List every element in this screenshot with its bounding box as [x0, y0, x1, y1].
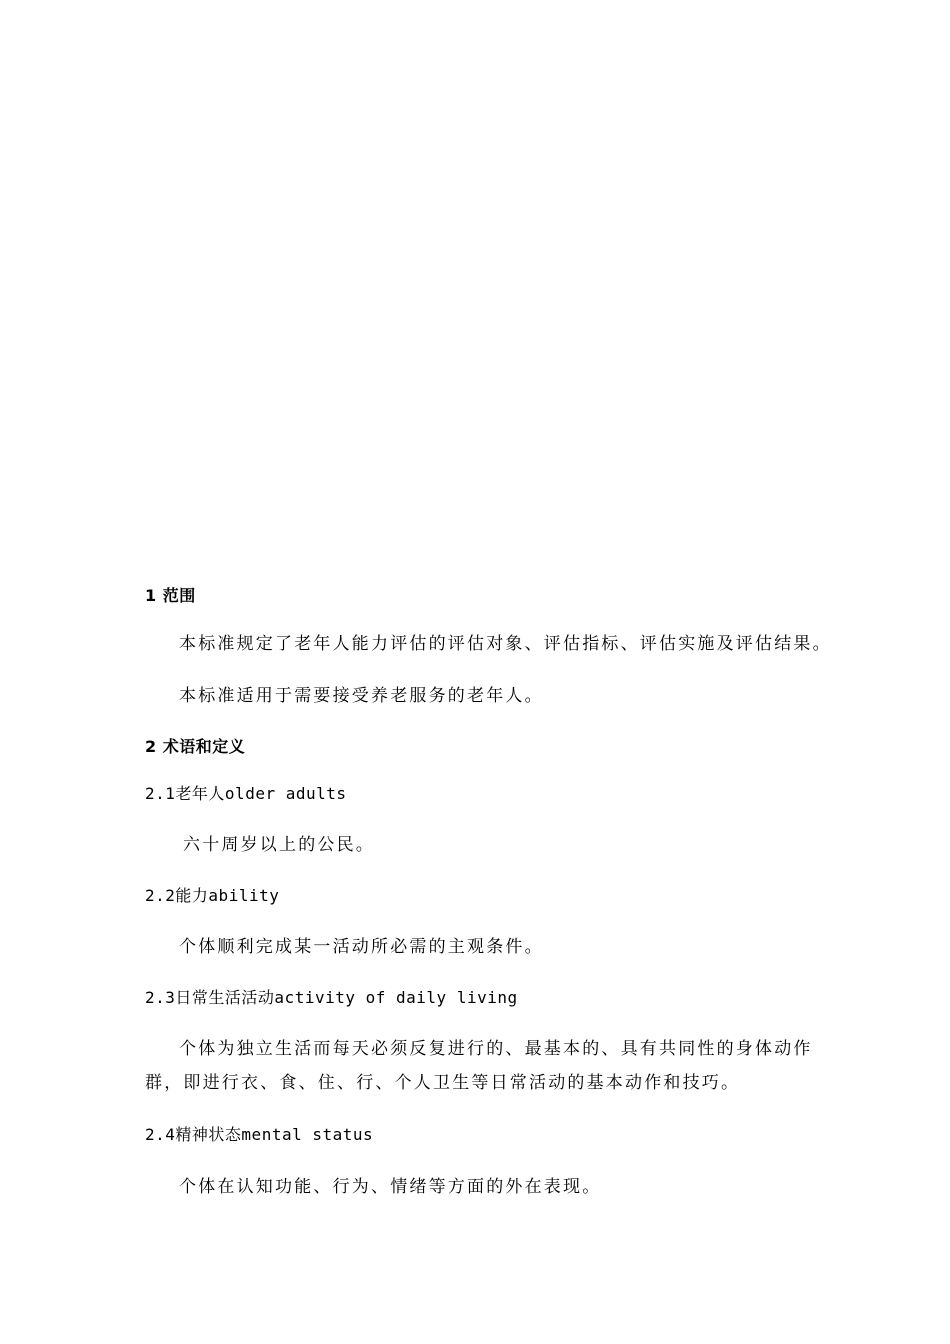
term-number: 2.1 — [145, 784, 176, 803]
term-definition-mental-status: 个体在认知功能、行为、情绪等方面的外在表现。 — [179, 1177, 602, 1197]
section-heading-terms: 2 术语和定义 — [145, 737, 246, 756]
section-heading-scope: 1 范围 — [145, 586, 196, 605]
term-heading-mental-status — [145, 1124, 820, 1146]
term-definition-adl-line-2: 群，即进行衣、食、住、行、个人卫生等日常活动的基本动作和技巧。 — [145, 1073, 741, 1093]
term-definition-ability: 个体顺利完成某一活动所必需的主观条件。 — [179, 937, 544, 957]
term-heading-ability — [145, 885, 820, 907]
term-chinese: 能力 — [175, 886, 209, 905]
term-chinese: 精神状态 — [175, 1125, 242, 1144]
term-number: 2.2 — [145, 886, 176, 905]
term-definition-older-adults: 六十周岁以上的公民。 — [183, 835, 375, 855]
term-number: 2.3 — [145, 988, 176, 1007]
term-chinese: 日常生活活动 — [175, 988, 275, 1007]
scope-paragraph-1: 本标准规定了老年人能力评估的评估对象、评估指标、评估实施及评估结果。 — [179, 634, 832, 654]
term-english: mental status — [241, 1125, 374, 1144]
scope-paragraph-2: 本标准适用于需要接受养老服务的老年人。 — [179, 686, 544, 706]
term-heading-older-adults — [145, 783, 820, 805]
term-chinese: 老年人 — [175, 784, 225, 803]
term-number: 2.4 — [145, 1125, 176, 1144]
term-english: older adults — [224, 784, 347, 803]
term-english: ability — [208, 886, 280, 905]
term-heading-adl — [145, 987, 820, 1009]
term-definition-adl-line-1: 个体为独立生活而每天必须反复进行的、最基本的、具有共同性的身体动作 — [179, 1039, 813, 1059]
term-english: activity of daily living — [274, 988, 518, 1007]
